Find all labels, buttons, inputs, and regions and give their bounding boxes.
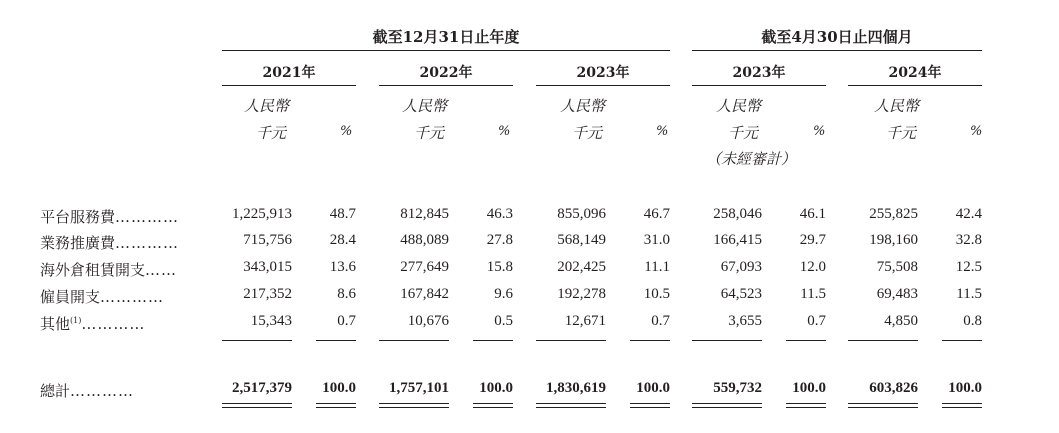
percent-cell: 0.7 [337,313,356,329]
percent-cell: 100.0 [792,380,826,396]
amount-cell: 12,671 [564,313,606,329]
unaudited-note: （未經審計） [706,150,797,168]
percent-label: % [813,124,826,139]
percent-cell: 11.1 [644,259,670,275]
unit-label-thousand: 千元 [256,124,287,142]
year-rule [222,85,356,86]
percent-label: % [656,124,669,139]
percent-cell: 31.0 [643,232,670,248]
total-double-underline [692,403,762,408]
unit-label-rmb: 人民幣 [244,97,290,115]
total-double-underline [536,403,606,408]
percent-cell: 27.8 [486,232,513,248]
percent-cell: 9.6 [494,286,513,302]
subtotal-rule [692,340,762,341]
unit-label-rmb: 人民幣 [560,97,606,115]
subtotal-rule [536,340,606,341]
row-label-warehouse-rental: 海外倉租賃開支…… [40,261,178,279]
amount-cell: 855,096 [557,206,606,222]
subtotal-rule [379,340,449,341]
row-label-platform-fees: 平台服務費………… [40,208,180,226]
row-label-others: 其他$^{(1)}$………… [40,315,146,333]
percent-cell: 0.8 [963,313,982,329]
percent-cell: 29.7 [799,232,826,248]
total-double-underline [316,403,356,408]
year-rule [536,85,670,86]
year-rule [692,85,826,86]
amount-cell: 1,830,619 [546,380,606,396]
amount-cell: 75,508 [876,259,918,275]
percent-cell: 12.5 [955,259,982,275]
percent-cell: 100.0 [948,380,982,396]
group-rule-fy [222,50,670,51]
percent-cell: 0.7 [651,313,670,329]
percent-cell: 0.7 [807,313,826,329]
year-header: 2021年 [262,65,316,81]
percent-cell: 10.5 [643,286,670,302]
unit-label-thousand: 千元 [728,124,759,142]
subtotal-rule [786,340,826,341]
amount-cell: 166,415 [713,232,762,248]
year-header: 2024年 [888,65,942,81]
year-header: 2023年 [576,65,630,81]
amount-cell: 812,845 [400,206,449,222]
percent-cell: 32.8 [955,232,982,248]
total-double-underline [942,403,982,408]
total-double-underline [222,403,292,408]
percent-cell: 11.5 [800,286,826,302]
percent-cell: 13.6 [329,259,356,275]
amount-cell: 167,842 [400,286,449,302]
year-header: 2022年 [419,65,473,81]
percent-cell: 8.6 [337,286,356,302]
amount-cell: 255,825 [869,206,918,222]
total-double-underline [379,403,449,408]
amount-cell: 64,523 [720,286,762,302]
unit-label-rmb: 人民幣 [874,97,920,115]
amount-cell: 2,517,379 [232,380,292,396]
amount-cell: 603,826 [869,380,918,396]
amount-cell: 488,089 [400,232,449,248]
percent-label: % [340,124,353,139]
row-label-staff-costs: 僱員開支………… [40,288,165,306]
amount-cell: 192,278 [557,286,606,302]
amount-cell: 1,225,913 [232,206,292,222]
percent-cell: 42.4 [955,206,982,222]
year-rule [379,85,513,86]
unit-label-thousand: 千元 [414,124,445,142]
amount-cell: 715,756 [243,232,292,248]
amount-cell: 10,676 [407,313,449,329]
percent-cell: 46.1 [799,206,826,222]
total-double-underline [473,403,513,408]
amount-cell: 69,483 [876,286,918,302]
subtotal-rule [630,340,670,341]
unit-label-thousand: 千元 [572,124,603,142]
total-double-underline [848,403,918,408]
percent-label: % [970,124,983,139]
amount-cell: 4,850 [884,313,918,329]
year-header: 2023年 [732,65,786,81]
amount-cell: 1,757,101 [389,380,449,396]
group-rule-4m [692,50,982,51]
subtotal-rule [942,340,982,341]
percent-cell: 46.7 [643,206,670,222]
amount-cell: 258,046 [713,206,762,222]
percent-cell: 48.7 [329,206,356,222]
amount-cell: 3,655 [728,313,762,329]
percent-cell: 0.5 [494,313,513,329]
amount-cell: 277,649 [400,259,449,275]
total-double-underline [630,403,670,408]
amount-cell: 217,352 [243,286,292,302]
percent-cell: 100.0 [636,380,670,396]
unit-label-thousand: 千元 [886,124,917,142]
percent-label: % [498,124,511,139]
amount-cell: 198,160 [869,232,918,248]
percent-cell: 28.4 [329,232,356,248]
row-label-promotion: 業務推廣費………… [40,234,180,252]
amount-cell: 202,425 [557,259,606,275]
total-double-underline [786,403,826,408]
subtotal-rule [848,340,918,341]
unit-label-rmb: 人民幣 [716,97,762,115]
subtotal-rule [222,340,292,341]
unit-label-rmb: 人民幣 [402,97,448,115]
percent-cell: 15.8 [486,259,513,275]
amount-cell: 67,093 [720,259,762,275]
year-rule [848,85,982,86]
percent-cell: 12.0 [799,259,826,275]
percent-cell: 100.0 [322,380,356,396]
percent-cell: 100.0 [479,380,513,396]
subtotal-rule [316,340,356,341]
group-header-fy: 截至12月31日止年度 [372,28,520,46]
percent-cell: 11.5 [956,286,982,302]
amount-cell: 568,149 [557,232,606,248]
amount-cell: 559,732 [713,380,762,396]
percent-cell: 46.3 [486,206,513,222]
footnote-marker: (1) [70,316,82,325]
amount-cell: 343,015 [243,259,292,275]
group-header-4m: 截至4月30日止四個月 [761,28,913,46]
amount-cell: 15,343 [250,313,292,329]
subtotal-rule [473,340,513,341]
row-label-total: 總計………… [40,382,135,400]
